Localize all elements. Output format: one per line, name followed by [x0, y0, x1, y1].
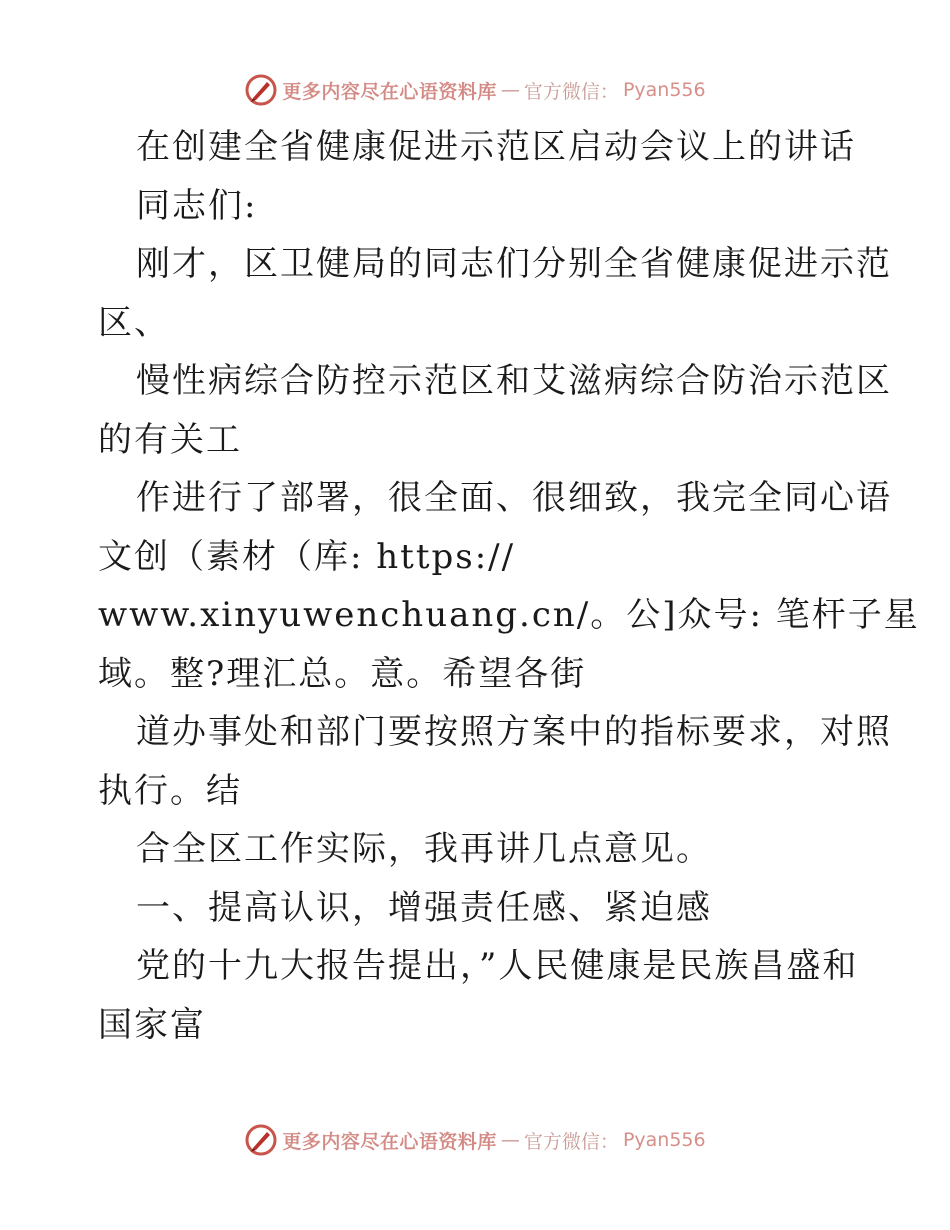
- text-line: 道办事处和部门要按照方案中的指标要求，对照: [136, 712, 892, 752]
- watermark-handle: Pyan556: [622, 79, 706, 101]
- footer-watermark: [0, 1120, 950, 1160]
- watermark-separator: —: [500, 1129, 520, 1151]
- document-body: [98, 118, 920, 1054]
- pen-logo-icon: [244, 1123, 278, 1157]
- text-line: 区、: [98, 302, 170, 343]
- text-line: 合全区工作实际，我再讲几点意见。: [136, 829, 712, 869]
- text-line: 执行。结: [98, 770, 242, 811]
- text-line: 同志们:: [136, 185, 258, 226]
- pen-logo-icon: [244, 73, 278, 107]
- text-line: 的有关工: [98, 419, 242, 460]
- text-line: 刚才，区卫健局的同志们分别全省健康促进示范: [136, 244, 892, 284]
- watermark-official-label: 官方微信：: [523, 80, 619, 103]
- text-line: 在创建全省健康促进示范区启动会议上的讲话: [136, 127, 856, 167]
- watermark-brand: 更多内容尽在心语资料库: [282, 1130, 497, 1153]
- header-watermark: [0, 70, 950, 110]
- watermark-official-label: 官方微信：: [523, 1130, 619, 1153]
- watermark-handle: Pyan556: [622, 1129, 706, 1151]
- text-line: 一、提高认识，增强责任感、紧迫感: [136, 887, 712, 928]
- text-line: 文创（素材（库: https://: [98, 536, 516, 577]
- watermark-separator: —: [500, 79, 520, 101]
- text-line: www.xinyuwenchuang.cn/。公]众号: 笔杆子星: [98, 595, 920, 635]
- text-line: 国家富: [98, 1004, 206, 1045]
- text-line: 域。整?理汇总。意。希望各街: [98, 653, 587, 694]
- text-line: 慢性病综合防控示范区和艾滋病综合防治示范区: [136, 361, 892, 401]
- text-line: 党的十九大报告提出，”人民健康是民族昌盛和: [136, 946, 859, 986]
- watermark-brand: 更多内容尽在心语资料库: [282, 80, 497, 103]
- text-line: 作进行了部署，很全面、很细致，我完全同心语: [136, 478, 892, 518]
